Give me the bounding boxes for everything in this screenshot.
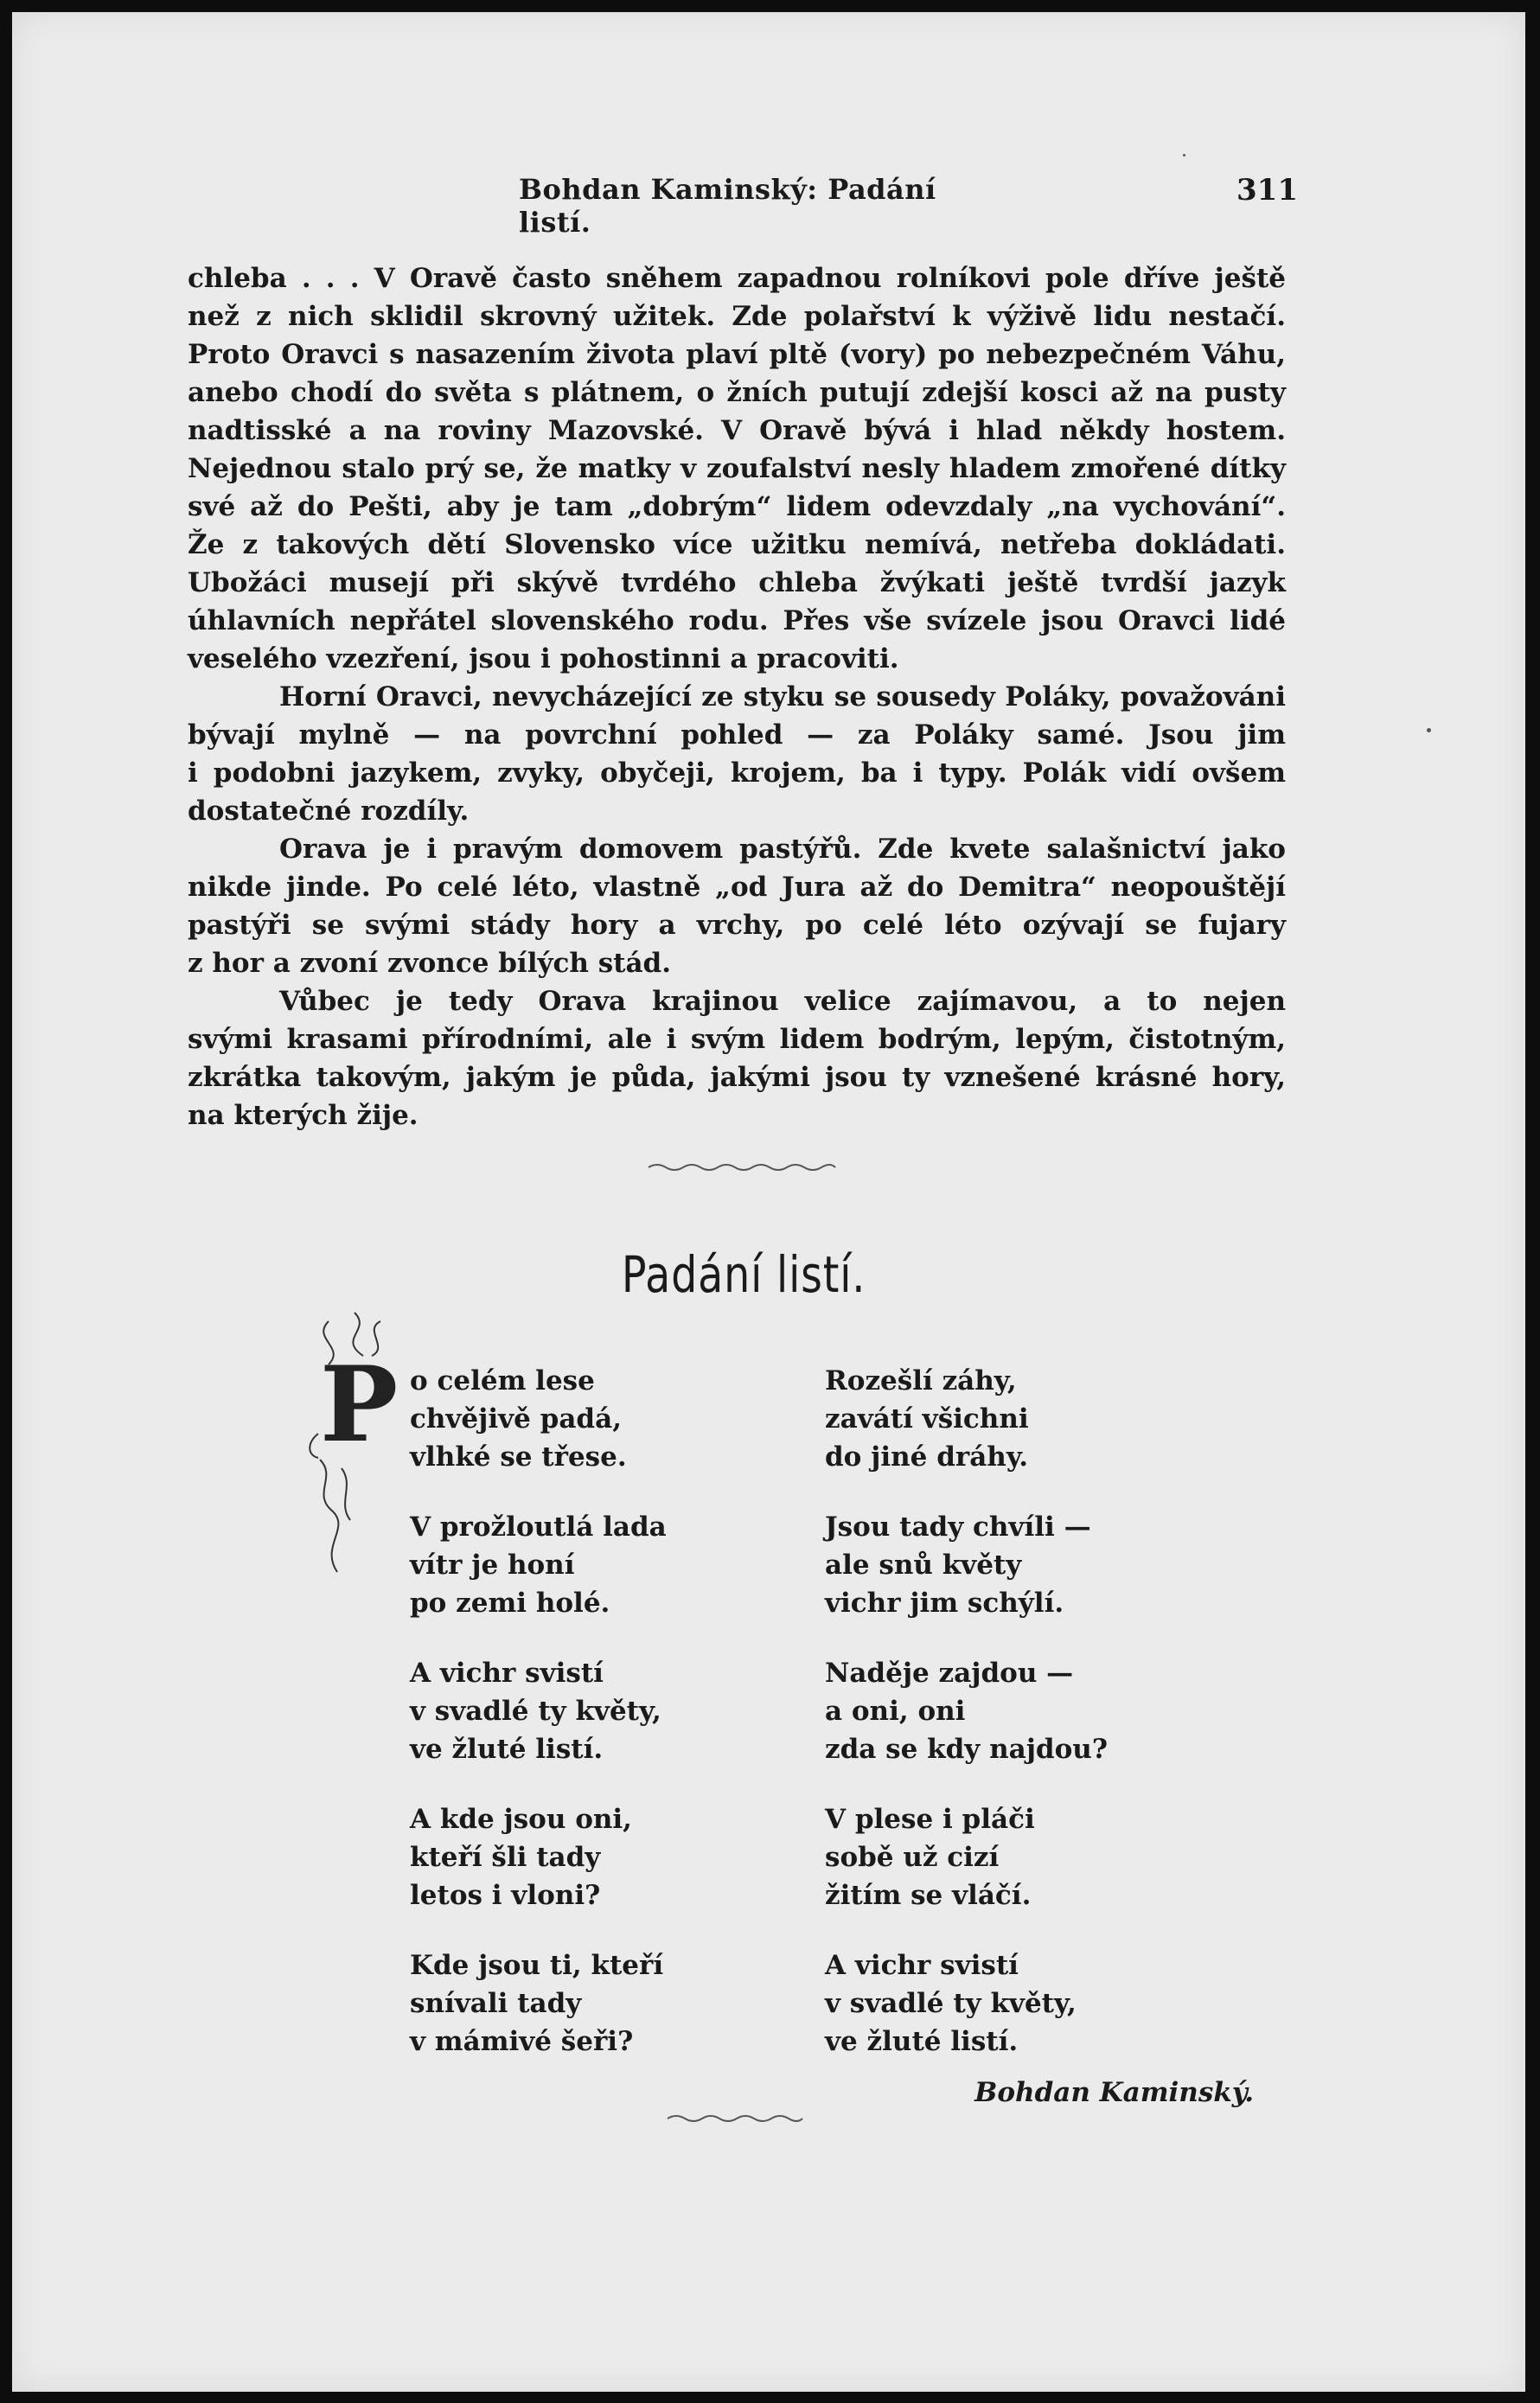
poem-line: V plese i pláči	[825, 1804, 1035, 1835]
poem-line: ve žluté listí.	[410, 1734, 604, 1765]
prose-line: z hor a zvoní zvonce bílých stád.	[188, 948, 672, 979]
poem-line: A kde jsou oni,	[410, 1804, 632, 1835]
prose-text	[188, 259, 1286, 1134]
poem-line: chvějivě padá,	[410, 1403, 622, 1435]
poem-title: Padání listí.	[621, 1245, 866, 1304]
running-title: Bohdan Kaminský: Padání listí.	[519, 173, 936, 239]
prose-line: Vůbec je tedy Orava krajinou velice zajímavou, a to nejen	[279, 986, 1286, 1017]
poem-line: letos i vloni?	[410, 1880, 601, 1911]
wavy-divider-bottom	[666, 2110, 804, 2127]
poem-line: o celém lese	[410, 1365, 595, 1396]
prose-paragraph	[188, 982, 1286, 1134]
poem-stanza	[825, 1800, 1205, 1914]
poem-column-left	[410, 1362, 773, 2093]
poem-line: ve žluté listí.	[825, 2026, 1019, 2057]
poem-line: zavátí všichni	[825, 1403, 1029, 1435]
prose-line: bývají mylně — na povrchní pohled — za Poláky samé. Jsou jim	[188, 719, 1286, 751]
prose-line: úhlavních nepřátel slovenského rodu. Přes vše svízele jsou Oravci lidé	[188, 605, 1286, 636]
poem-line: Jsou tady chvíli —	[825, 1511, 1091, 1543]
prose-paragraph	[188, 830, 1286, 982]
poem-line: vítr je honí	[410, 1550, 575, 1581]
poem-stanza	[825, 1654, 1205, 1768]
poem-line: V prožloutlá lada	[410, 1511, 667, 1543]
poem-stanza	[825, 1362, 1205, 1476]
prose-line: Proto Oravci s nasazením života plaví pltě (vory) po nebezpečném Váhu,	[188, 339, 1286, 370]
poem-line: kteří šli tady	[410, 1842, 601, 1873]
prose-line: pastýři se svými stády hory a vrchy, po celé léto ozývají se fujary	[188, 910, 1286, 941]
initial-letter: P	[320, 1344, 399, 1466]
prose-line: nadtisské a na roviny Mazovské. V Oravě bývá i hlad někdy hostem.	[188, 415, 1286, 446]
prose-line: chleba . . . V Oravě často sněhem zapadnou rolníkovi pole dříve ještě	[188, 263, 1286, 294]
decorated-initial-p	[303, 1304, 406, 1589]
poem-line: sobě už cizí	[825, 1842, 1000, 1873]
poem-signature: Bohdan Kaminský.	[974, 2077, 1254, 2108]
scan-speck	[1427, 728, 1431, 732]
prose-line: veselého vzezření, jsou i pohostinni a pracoviti.	[188, 643, 899, 674]
poem-line: v svadlé ty květy,	[825, 1988, 1077, 2019]
prose-line: než z nich sklidil skrovný užitek. Zde polařství k výživě lidu nestačí.	[188, 301, 1286, 332]
prose-line: na kterých žije.	[188, 1100, 419, 1131]
poem-stanza	[410, 1654, 773, 1768]
poem-line: a oni, oni	[825, 1696, 966, 1727]
poem-line: zda se kdy najdou?	[825, 1734, 1108, 1765]
poem-stanza	[825, 1946, 1205, 2061]
poem-line: vichr jim schýlí.	[825, 1588, 1064, 1619]
poem-line: Rozešlí záhy,	[825, 1365, 1017, 1396]
poem-line: vlhké se třese.	[410, 1441, 627, 1473]
prose-line: nikde jinde. Po celé léto, vlastně „od Jura až do Demitra“ neopouštějí	[188, 872, 1286, 903]
poem-line: ale snů květy	[825, 1550, 1022, 1581]
poem-line: A vichr svistí	[410, 1658, 604, 1689]
poem-stanza	[410, 1508, 773, 1622]
poem-stanza	[825, 1508, 1205, 1622]
poem-line: v svadlé ty květy,	[410, 1696, 661, 1727]
prose-line: svými krasami přírodními, ale i svým lidem bodrým, lepým, čistotným,	[188, 1024, 1286, 1055]
poem-line: Kde jsou ti, kteří	[410, 1950, 664, 1981]
prose-line: dostatečné rozdíly.	[188, 796, 470, 827]
poem-line: žitím se vláčí.	[825, 1880, 1032, 1911]
poem-stanza	[410, 1800, 773, 1914]
prose-line: Nejednou stalo prý se, že matky v zoufalství nesly hladem zmořené dítky	[188, 453, 1286, 484]
prose-line: anebo chodí do světa s plátnem, o žních putují zdejší kosci až na pusty	[188, 377, 1286, 408]
scan-speck	[1183, 154, 1185, 157]
prose-paragraph	[188, 259, 1286, 678]
poem-line: do jiné dráhy.	[825, 1441, 1029, 1473]
prose-line: Že z takových dětí Slovensko více užitku nemívá, netřeba dokládati.	[188, 529, 1286, 560]
prose-line: zkrátka takovým, jakým je půda, jakými jsou ty vznešené krásné hory,	[188, 1062, 1286, 1093]
poem-line: v mámivé šeři?	[410, 2026, 634, 2057]
poem-line: Naděje zajdou —	[825, 1658, 1074, 1689]
poem-column-right	[825, 1362, 1205, 2093]
prose-line: Horní Oravci, nevycházející ze styku se sousedy Poláky, považováni	[279, 681, 1286, 713]
prose-line: Orava je i pravým domovem pastýřů. Zde kvete salašnictví jako	[279, 834, 1286, 865]
poem-stanza	[410, 1362, 773, 1476]
prose-line: i podobni jazykem, zvyky, obyčeji, krojem, ba i typy. Polák vidí ovšem	[188, 757, 1286, 789]
poem-stanza	[410, 1946, 773, 2061]
wavy-divider-top	[647, 1159, 837, 1176]
page-number: 311	[1236, 173, 1298, 208]
poem-line: snívali tady	[410, 1988, 582, 2019]
poem-line: po zemi holé.	[410, 1588, 610, 1619]
prose-line: Ubožáci musejí při skývě tvrdého chleba žvýkati ještě tvrdší jazyk	[188, 567, 1286, 598]
prose-line: své až do Pešti, aby je tam „dobrým“ lidem odevzdaly „na vychování“.	[188, 491, 1286, 522]
prose-paragraph	[188, 678, 1286, 830]
poem-line: A vichr svistí	[825, 1950, 1019, 1981]
